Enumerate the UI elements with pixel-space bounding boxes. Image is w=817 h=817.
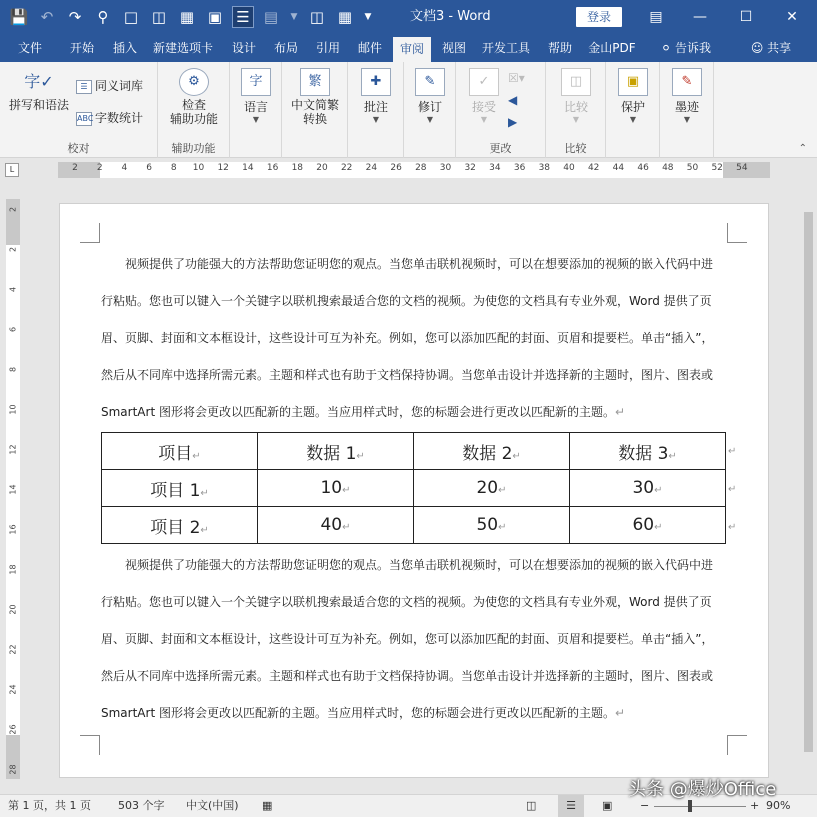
ruler-number: 32 <box>464 163 476 173</box>
group-accessibility <box>158 62 230 158</box>
paragraph-1[interactable] <box>101 246 727 431</box>
table-cell[interactable]: 数据 1↵ <box>258 433 414 470</box>
dropdown-icon[interactable]: ▼ <box>290 12 298 22</box>
tab-layout[interactable]: 布局 <box>273 41 298 55</box>
ruler-number: 2 <box>96 163 103 173</box>
chevron-down-icon: ▼ <box>629 115 637 124</box>
web-layout-icon[interactable]: ▣ <box>602 799 613 812</box>
chevron-down-icon: ▼ <box>252 115 260 124</box>
group-changes-label: 更改 <box>489 142 512 155</box>
row-end-mark: ↵ <box>728 484 737 495</box>
ruler-number: 4 <box>8 286 18 293</box>
group-proofing <box>0 62 158 158</box>
group-comments <box>348 62 404 158</box>
undo-icon[interactable]: ↶ <box>40 8 54 26</box>
tab-selector[interactable]: L <box>5 163 19 177</box>
ruler-number: 46 <box>637 163 649 173</box>
ruler-number: 36 <box>513 163 526 173</box>
zoom-slider-thumb[interactable] <box>688 800 692 812</box>
text-line: 然后从不同库中选择所需元素。主题和样式也有助于文档保持协调。当您单击设计并选择新的主题时，图片、图表或 <box>101 669 714 683</box>
ruler-number: 8 <box>8 366 18 373</box>
ruler-number: 28 <box>415 163 427 173</box>
ruler-number: 20 <box>316 163 328 173</box>
quick-access-toolbar <box>8 0 374 34</box>
ruler-number: 28 <box>8 764 18 775</box>
horizontal-ruler[interactable] <box>58 162 770 178</box>
group-changes <box>456 62 546 158</box>
maximize-icon[interactable]: ☐ <box>739 9 753 25</box>
thesaurus-button[interactable]: ☰ 同义词库 <box>76 76 143 96</box>
ruler-number: 18 <box>8 564 18 575</box>
share-label: 共享 <box>767 41 792 55</box>
spelling-grammar-button[interactable]: 字✓ 拼写和语法 <box>8 68 70 113</box>
open-folder-icon[interactable]: ◫ <box>151 8 167 26</box>
comment-icon: ✚ <box>361 68 391 96</box>
ruler-number: 12 <box>217 163 229 173</box>
ribbon <box>0 62 817 158</box>
table-row <box>102 433 726 470</box>
crop-mark <box>80 223 100 243</box>
crop-mark <box>727 223 747 243</box>
table-cell[interactable]: 40↵ <box>258 507 414 544</box>
next-change-icon[interactable]: ▶ <box>508 115 518 129</box>
chinese-conversion-button[interactable]: 繁 中文简繁 转换 <box>286 68 344 126</box>
ribbon-display-icon[interactable]: ▤ <box>649 9 663 25</box>
ruler-number: 24 <box>365 163 378 173</box>
chevron-down-icon: ▼ <box>372 115 380 124</box>
zoom-in-icon[interactable]: + <box>750 799 760 812</box>
chevron-down-icon: ▼ <box>426 115 434 124</box>
paste-icon[interactable]: ▦ <box>179 8 195 26</box>
row-end-mark: ↵ <box>728 446 737 457</box>
text-line: 眉、页脚、封面和文本框设计，这些设计可互为补充。例如，您可以添加匹配的封面、页眉和提要栏。单击“插入”， <box>101 331 714 345</box>
group-ink <box>660 62 714 158</box>
group-language <box>230 62 282 158</box>
title-bar <box>0 0 817 34</box>
word-count-icon: ABC <box>76 112 92 126</box>
table-cell[interactable]: 数据 3↵ <box>570 433 726 470</box>
table-cell[interactable]: 10↵ <box>258 470 414 507</box>
ink-pen-icon: ✎ <box>672 68 702 96</box>
customize-toolbar-icon[interactable]: ▼ <box>364 12 372 22</box>
ruler-number: 6 <box>8 326 18 333</box>
page-indicator[interactable]: 第 1 页，共 1 页 <box>8 799 91 812</box>
table-cell[interactable]: 60↵ <box>570 507 726 544</box>
ruler-number: 38 <box>538 163 551 173</box>
previous-change-icon[interactable]: ◀ <box>508 93 518 107</box>
ruler-number: 22 <box>8 644 18 655</box>
table-cell[interactable]: 项目 1↵ <box>102 470 258 507</box>
track-changes-button[interactable]: ✎ 修订 ▼ <box>410 68 450 124</box>
vertical-scrollbar[interactable] <box>800 182 817 788</box>
read-mode-icon[interactable]: ◫ <box>526 799 537 812</box>
data-table[interactable] <box>101 432 726 544</box>
group-tracking <box>404 62 456 158</box>
comment-button[interactable]: ✚ 批注 ▼ <box>356 68 396 124</box>
row-end-mark: ↵ <box>728 522 737 533</box>
ruler-number: 16 <box>8 524 18 535</box>
table-cell[interactable]: 项目↵ <box>102 433 258 470</box>
language-button[interactable]: 字 语言 ▼ <box>236 68 276 124</box>
ruler-number: 10 <box>192 163 205 173</box>
columns-icon[interactable]: ◫ <box>309 8 325 26</box>
ruler-number: 42 <box>587 163 600 173</box>
login-button[interactable]: 登录 <box>576 7 622 27</box>
tell-me-search[interactable] <box>650 34 722 62</box>
text-line: SmartArt 图形将会更改以匹配新的主题。当应用样式时，您的标题会进行更改以匹配新的主题。↵ <box>101 706 626 720</box>
table-row <box>102 470 726 507</box>
tab-review[interactable]: 审阅 <box>393 37 431 62</box>
spelling-check-icon: 字✓ <box>24 72 54 91</box>
ruler-number: 6 <box>146 163 152 173</box>
ruler-number: 4 <box>121 163 128 173</box>
chevron-down-icon: ▼ <box>480 115 488 124</box>
ruler-number: 44 <box>612 163 625 173</box>
horizontal-ruler-row <box>0 159 817 181</box>
language-indicator[interactable]: 中文(中国) <box>186 799 239 812</box>
accessibility-icon: ⚙ <box>179 68 209 96</box>
ruler-number: 26 <box>390 163 402 173</box>
tab-references[interactable]: 引用 <box>315 41 340 55</box>
ruler-number: 54 <box>736 163 748 173</box>
chevron-down-icon: ▼ <box>572 115 580 124</box>
document-title: 文档3 - Word <box>410 9 491 24</box>
ruler-number: 50 <box>686 163 699 173</box>
crop-mark <box>727 735 747 755</box>
protect-button[interactable]: ▣ 保护 ▼ <box>613 68 653 124</box>
ruler-number: 30 <box>439 163 452 173</box>
tab-mailings[interactable]: 邮件 <box>357 41 382 55</box>
tell-me-label: 告诉我 <box>674 41 711 55</box>
ruler-number: 12 <box>8 444 18 455</box>
table-cell[interactable]: 50↵ <box>414 507 570 544</box>
reading-view-icon[interactable]: ☰ <box>232 6 254 28</box>
compare-icon: ◫ <box>561 68 591 96</box>
text-line: 视频提供了功能强大的方法帮助您证明您的观点。当您单击联机视频时，可以在想要添加的视频的嵌入代码中进 <box>125 558 714 572</box>
table-cell[interactable]: 20↵ <box>414 470 570 507</box>
save-icon[interactable]: 💾 <box>9 8 29 26</box>
tab-home[interactable]: 开始 <box>69 41 94 55</box>
group-chinese-conversion <box>282 62 348 158</box>
track-changes-icon: ✎ <box>415 68 445 96</box>
compare-button[interactable]: ◫ 比较 ▼ <box>556 68 596 124</box>
table-cell[interactable]: 数据 2↵ <box>414 433 570 470</box>
ruler-number: 2 <box>8 206 18 213</box>
lightbulb-icon: ⚪ <box>661 41 672 55</box>
collapse-ribbon-icon[interactable]: ⌃ <box>798 143 807 154</box>
tab-view[interactable]: 视图 <box>441 41 466 55</box>
ink-button[interactable]: ✎ 墨迹 ▼ <box>667 68 707 124</box>
word-count-button[interactable]: ABC 字数统计 <box>77 111 144 125</box>
chinese-convert-icon: 繁 <box>300 68 330 96</box>
thesaurus-icon: ☰ <box>76 80 92 94</box>
group-compare <box>546 62 606 158</box>
ruler-number: 26 <box>8 724 18 735</box>
text-line: 眉、页脚、封面和文本框设计，这些设计可互为补充。例如，您可以添加匹配的封面、页眉和提要栏。单击“插入”， <box>101 632 714 646</box>
ruler-number: 14 <box>242 163 254 173</box>
reject-icon[interactable]: ☒▾ <box>508 71 525 85</box>
group-accessibility-label: 辅助功能 <box>171 142 216 155</box>
tab-developer[interactable]: 开发工具 <box>481 41 530 55</box>
close-icon[interactable]: ✕ <box>786 9 798 25</box>
ruler-number: 14 <box>8 484 18 495</box>
tab-help[interactable]: 帮助 <box>547 41 572 55</box>
minimize-icon[interactable]: — <box>693 9 707 25</box>
redo-icon[interactable]: ↷ <box>68 8 82 26</box>
lock-icon: ▣ <box>618 68 648 96</box>
ruler-number: 34 <box>489 163 501 173</box>
new-document-icon[interactable]: □ <box>123 8 139 26</box>
zoom-slider[interactable] <box>654 806 746 807</box>
ruler-number: 16 <box>266 163 279 173</box>
ruler-number: 2 <box>8 246 18 253</box>
accept-icon: ✓ <box>469 68 499 96</box>
format-icon[interactable]: ▤ <box>263 8 279 26</box>
person-icon: ☺ <box>750 41 764 55</box>
tab-kingsoft-pdf[interactable]: 金山PDF <box>588 41 636 55</box>
share-button[interactable] <box>745 34 797 62</box>
print-layout-icon[interactable]: ☰ <box>558 795 584 817</box>
tab-new[interactable]: 新建选项卡 <box>152 41 213 55</box>
ruler-number: 22 <box>340 163 353 173</box>
ruler-number: 48 <box>662 163 674 173</box>
tab-design[interactable]: 设计 <box>231 41 256 55</box>
ruler-number: 18 <box>291 163 304 173</box>
watermark: 头条 @爆炒Office <box>628 779 777 800</box>
text-line: 行粘贴。您也可以键入一个关键字以联机搜索最适合您的文档的视频。为使您的文档具有专业外观，Word 提供了页 <box>101 294 712 308</box>
accept-button[interactable]: ✓ 接受 ▼ <box>464 68 504 124</box>
tab-file[interactable]: 文件 <box>17 41 42 55</box>
text-line: 行粘贴。您也可以键入一个关键字以联机搜索最适合您的文档的视频。为使您的文档具有专业外观，Word 提供了页 <box>101 595 712 609</box>
ruler-number: 2 <box>72 163 78 173</box>
ribbon-tabs <box>0 34 817 62</box>
image-icon[interactable]: ▣ <box>207 8 223 26</box>
table-row <box>102 507 726 544</box>
text-line: 视频提供了功能强大的方法帮助您证明您的观点。当您单击联机视频时，可以在想要添加的视频的嵌入代码中进 <box>125 257 714 271</box>
zoom-level[interactable]: 90% <box>766 799 791 812</box>
macro-record-icon[interactable]: ▦ <box>262 799 273 812</box>
text-line: SmartArt 图形将会更改以匹配新的主题。当应用样式时，您的标题会进行更改以匹配新的主题。↵ <box>101 405 626 419</box>
print-preview-icon[interactable]: ⚲ <box>97 8 109 26</box>
group-proofing-label: 校对 <box>67 142 90 155</box>
ruler-number: 8 <box>170 163 177 173</box>
ruler-number: 20 <box>8 604 18 615</box>
word-count-indicator[interactable]: 503 个字 <box>118 799 165 812</box>
scroll-thumb[interactable] <box>804 212 813 752</box>
group-compare-label: 比较 <box>564 142 587 155</box>
check-accessibility-button[interactable]: ⚙ 检查 辅助功能 <box>164 68 224 126</box>
group-protect <box>606 62 660 158</box>
crop-mark <box>80 735 100 755</box>
vertical-ruler[interactable] <box>6 199 20 779</box>
language-icon: 字 <box>241 68 271 96</box>
tab-insert[interactable]: 插入 <box>112 41 137 55</box>
ruler-number: 10 <box>8 404 18 415</box>
table-cell[interactable]: 项目 2↵ <box>102 507 258 544</box>
text-line: 然后从不同库中选择所需元素。主题和样式也有助于文档保持协调。当您单击设计并选择新的主题时，图片、图表或 <box>101 368 714 382</box>
chevron-down-icon: ▼ <box>683 115 691 124</box>
paragraph-2[interactable] <box>101 547 727 732</box>
table-cell[interactable]: 30↵ <box>570 470 726 507</box>
ruler-number: 24 <box>8 684 18 695</box>
ruler-number: 40 <box>563 163 575 173</box>
ruler-number: 52 <box>711 163 723 173</box>
zoom-out-icon[interactable]: − <box>640 799 650 812</box>
shapes-icon[interactable]: ▦ <box>337 8 353 26</box>
